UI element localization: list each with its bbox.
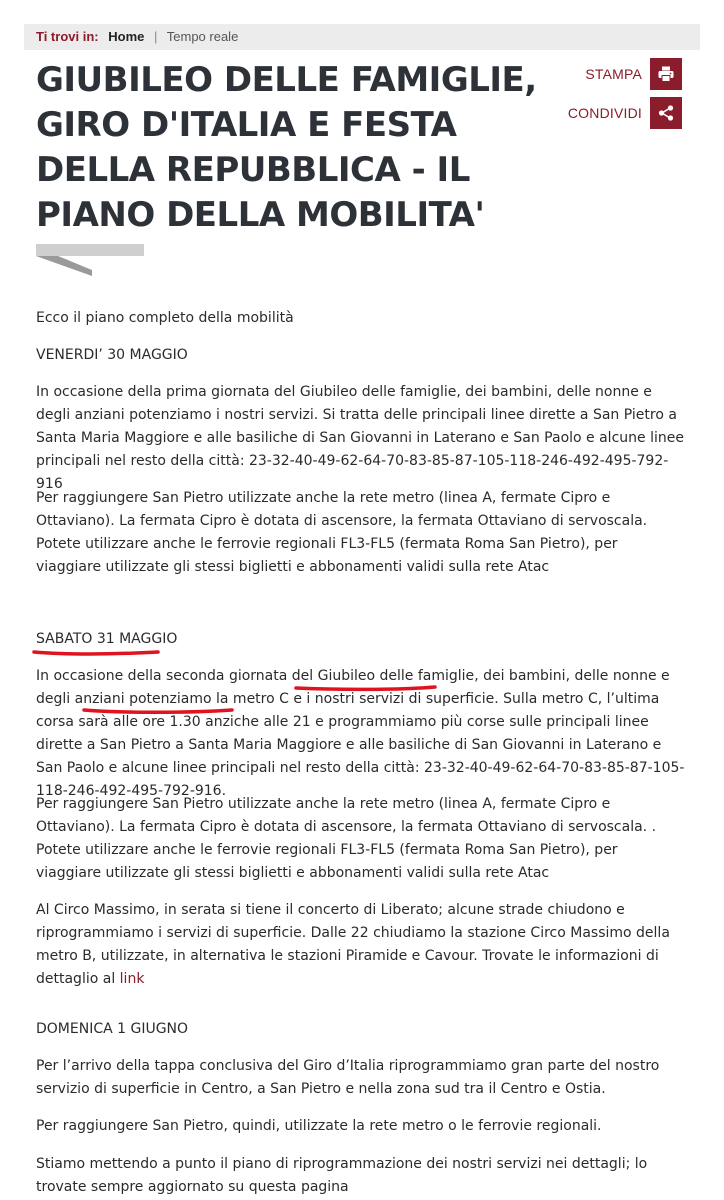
share-button[interactable] bbox=[650, 97, 682, 129]
saturday-p1-text-c: e i nostri servizi di superficie. Sulla metro C, l’ultima corsa sarà alle ore 1.30 anziche alle 21 e programmiamo più corse sulle principali linee dirette a San Pietro a Santa Maria Maggiore e alle basiliche di San Giovanni in Laterano e San Paolo e alcune linee principali nel resto della città: 23-32-40-49-62-64-70-83-85-87-105-118-246-492-495-792-916. bbox=[36, 691, 685, 799]
share-label[interactable]: CONDIVIDI bbox=[567, 105, 642, 121]
annotation-underline-saturday bbox=[34, 652, 158, 654]
share-icon bbox=[657, 104, 675, 122]
sunday-paragraph-3: Stiamo mettendo a punto il piano di riprogrammazione dei nostri servizi nei dettagli; lo trovate sempre aggiornato su questa pagina bbox=[36, 1156, 648, 1195]
print-action[interactable] bbox=[585, 58, 682, 90]
saturday-p3-text: Al Circo Massimo, in serata si tiene il concerto di Liberato; alcune strade chiudono e riprogrammiamo i servizi di superficie. Dalle 22 chiudiamo la stazione Circo Massimo della metro B, utilizzate, in alternativa le stazioni Piramide e Cavour. Trovate le informazioni di dettaglio al bbox=[36, 902, 670, 987]
saturday-paragraph-1 bbox=[36, 665, 686, 803]
printer-icon bbox=[657, 65, 675, 83]
share-action[interactable] bbox=[568, 97, 682, 129]
print-label[interactable]: STAMPA bbox=[585, 66, 642, 82]
saturday-p1-text-b: , dei bambini, delle nonne e degli anziani bbox=[36, 668, 670, 707]
saturday-heading: SABATO 31 MAGGIO bbox=[36, 631, 178, 647]
sunday-heading: DOMENICA 1 GIUGNO bbox=[36, 1021, 189, 1037]
friday-paragraph-2: Per raggiungere San Pietro utilizzate anche la rete metro (linea A, fermate Cipro e Ottaviano). La fermata Cipro è dotata di ascensore, la fermata Ottaviano di servoscala. Potete utilizzare anche le ferrovie regionali FL3-FL5 (fermata Roma San Pietro), per viaggiare utilizzate gli stessi biglietti e abbonamenti validi sulla rete Atac bbox=[36, 490, 648, 575]
breadcrumb-home-link[interactable]: Home bbox=[108, 29, 145, 44]
saturday-paragraph-3 bbox=[36, 899, 686, 991]
breadcrumb-separator: | bbox=[153, 29, 158, 44]
sunday-paragraph-1: Per l’arrivo della tappa conclusiva del Giro d’Italia riprogrammiamo gran parte del nostro servizio di superficie in Centro, a San Pietro e nella zona sud tra il Centro e Ostia. bbox=[36, 1058, 660, 1097]
friday-heading: VENERDI’ 30 MAGGIO bbox=[36, 347, 188, 363]
sunday-paragraph-2: Per raggiungere San Pietro, quindi, utilizzate la rete metro o le ferrovie regionali. bbox=[36, 1118, 602, 1134]
title-underline-bar bbox=[36, 244, 144, 256]
page-title: GIUBILEO DELLE FAMIGLIE, GIRO D'ITALIA E FESTA DELLA REPUBBLICA - IL PIANO DELLA MOBILITA' bbox=[36, 60, 537, 235]
detail-link[interactable]: link bbox=[119, 971, 145, 987]
title-underline-slant bbox=[36, 256, 92, 276]
saturday-p1-highlight-metro-c: potenziamo la metro C bbox=[129, 691, 289, 707]
breadcrumb bbox=[24, 24, 700, 50]
saturday-p1-highlight-giubileo: Giubileo delle famiglie bbox=[317, 668, 475, 684]
saturday-p1-text-a: In occasione della seconda giornata del bbox=[36, 668, 318, 684]
breadcrumb-current: Tempo reale bbox=[166, 29, 239, 44]
intro-text: Ecco il piano completo della mobilità bbox=[36, 310, 294, 326]
breadcrumb-label: Ti trovi in: bbox=[36, 29, 99, 44]
saturday-paragraph-2: Per raggiungere San Pietro utilizzate anche la rete metro (linea A, fermate Cipro e Ottaviano). La fermata Cipro è dotata di ascensore, la fermata Ottaviano di servoscala. . Potete utilizzare anche le ferrovie regionali FL3-FL5 (fermata Roma San Pietro), per viaggiare utilizzate gli stessi biglietti e abbonamenti validi sulla rete Atac bbox=[36, 796, 657, 881]
friday-paragraph-1: In occasione della prima giornata del Giubileo delle famiglie, dei bambini, delle nonne e degli anziani potenziamo i nostri servizi. Si tratta delle principali linee dirette a San Pietro a Santa Maria Maggiore e alle basiliche di San Giovanni in Laterano e San Paolo e alcune linee principali nel resto della città: 23-32-40-49-62-64-70-83-85-87-105-118-246-492-495-792-916 bbox=[36, 384, 684, 492]
print-button[interactable] bbox=[650, 58, 682, 90]
